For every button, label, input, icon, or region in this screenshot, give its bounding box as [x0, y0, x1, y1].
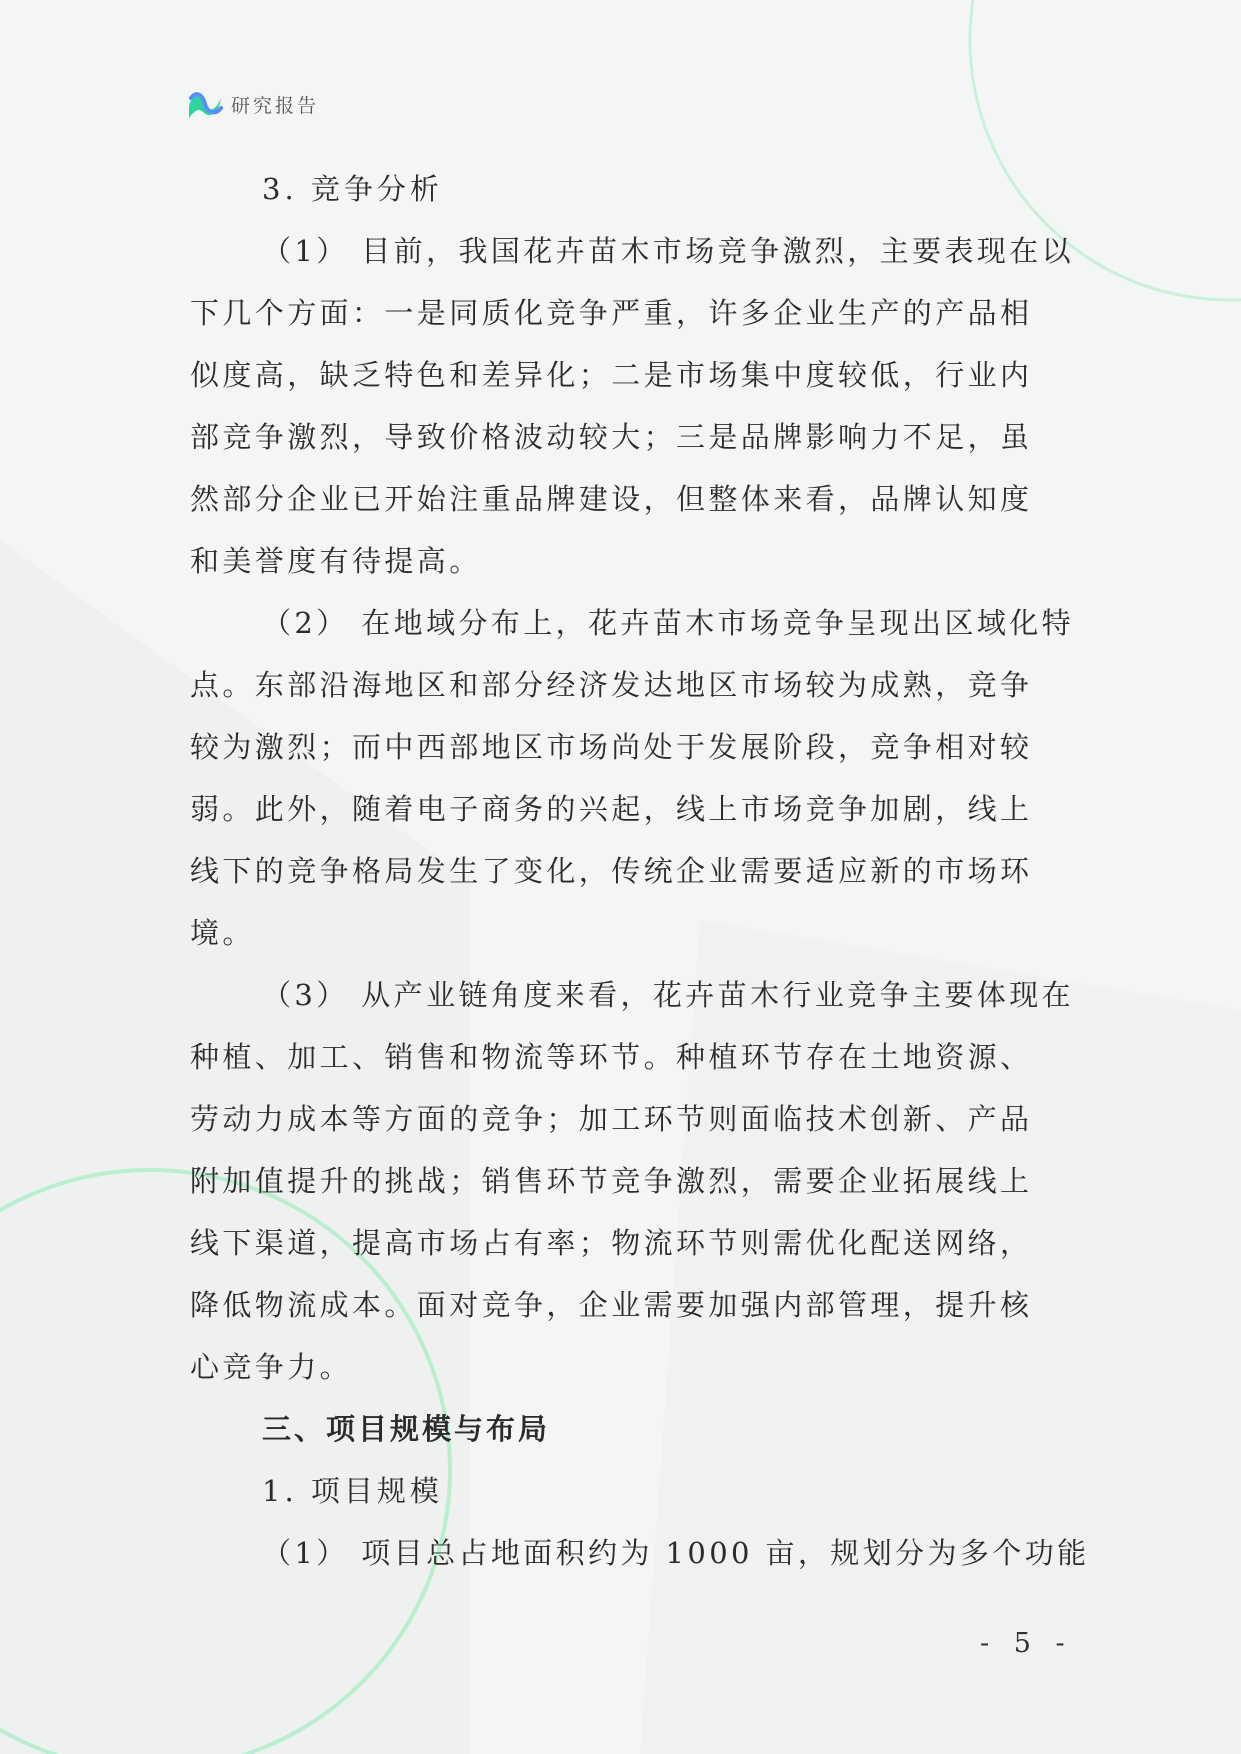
paragraph-line: 劳动力成本等方面的竞争；加工环节则面临技术创新、产品: [190, 1102, 1033, 1136]
paragraph-line: （2） 在地域分布上，花卉苗木市场竞争呈现出区域化特: [262, 606, 1075, 640]
paragraph-line: 线下的竞争格局发生了变化，传统企业需要适应新的市场环: [190, 854, 1033, 888]
paragraph-line: （1） 项目总占地面积约为 1000 亩，规划分为多个功能: [262, 1536, 1090, 1570]
section-3-heading: 3. 竞争分析: [262, 172, 443, 206]
paragraph-line: 然部分企业已开始注重品牌建设，但整体来看，品牌认知度: [190, 482, 1033, 516]
paragraph-line: 较为激烈；而中西部地区市场尚处于发展阶段，竞争相对较: [190, 730, 1033, 764]
header-title: 研究报告: [231, 94, 320, 117]
report-header: [187, 88, 319, 120]
paragraph-line: 附加值提升的挑战；销售环节竞争激烈，需要企业拓展线上: [190, 1164, 1033, 1198]
paragraph-line: 境。: [190, 916, 255, 950]
paragraph-1: [190, 220, 1075, 592]
paragraph-line: （1） 目前，我国花卉苗木市场竞争激烈，主要表现在以: [262, 234, 1075, 268]
paragraph-line: 点。东部沿海地区和部分经济发达地区市场较为成熟，竞争: [190, 668, 1033, 702]
paragraph-line: 降低物流成本。面对竞争，企业需要加强内部管理，提升核: [190, 1288, 1033, 1322]
paragraph-line: （3） 从产业链角度来看，花卉苗木行业竞争主要体现在: [262, 978, 1075, 1012]
paragraph-line: 心竞争力。: [190, 1350, 353, 1384]
paragraph-line: 弱。此外，随着电子商务的兴起，线上市场竞争加剧，线上: [190, 792, 1033, 826]
paragraph-line: 线下渠道，提高市场占有率；物流环节则需优化配送网络，: [190, 1226, 1033, 1260]
section-1-heading: 1. 项目规模: [262, 1474, 443, 1508]
paragraph-line: 和美誉度有待提高。: [190, 544, 482, 578]
paragraph-3: [190, 964, 1075, 1398]
document-body: [190, 158, 1090, 1584]
paragraph-2: [190, 592, 1075, 964]
page-number: - 5 -: [980, 1628, 1073, 1659]
paragraph-line: 下几个方面：一是同质化竞争严重，许多企业生产的产品相: [190, 296, 1033, 330]
paragraph-line: 种植、加工、销售和物流等环节。种植环节存在土地资源、: [190, 1040, 1033, 1074]
chapter-3-heading: 三、项目规模与布局: [262, 1412, 551, 1446]
paragraph-4: [190, 1522, 1090, 1584]
report-logo-icon: [187, 88, 223, 120]
paragraph-line: 部竞争激烈，导致价格波动较大；三是品牌影响力不足，虽: [190, 420, 1033, 454]
paragraph-line: 似度高，缺乏特色和差异化；二是市场集中度较低，行业内: [190, 358, 1033, 392]
